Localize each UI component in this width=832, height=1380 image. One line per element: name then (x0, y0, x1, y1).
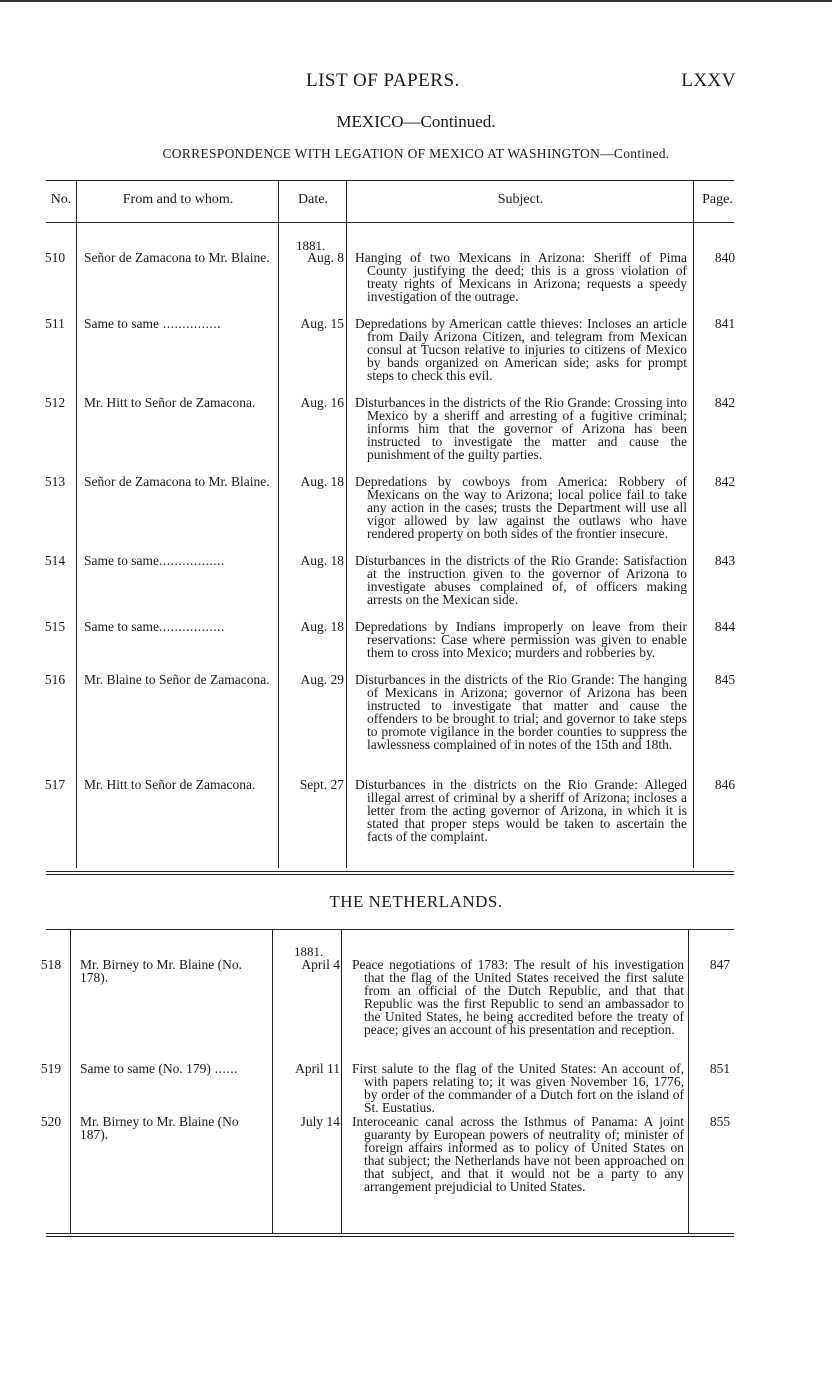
column-divider (272, 929, 273, 1233)
subsection-heading: CORRESPONDENCE WITH LEGATION OF MEXICO AT WASHINGTON—Contined. (162, 146, 670, 161)
row-number: 515 (44, 619, 66, 634)
column-header-from: From and to whom. (122, 192, 234, 207)
table-bottom-rule (46, 874, 734, 875)
top-border (0, 0, 832, 2)
row-subject: Interoceanic canal across the Isthmus of Panama: A joint guaranty by European powers of neutrality of; minister of foreign affairs informed as to policy of United States on that subject; the Netherlands have not been approached on that subject, and that it would not be a party to any arrangement prejudicial to United States. (352, 1114, 684, 1194)
row-date: April 4 (301, 957, 340, 972)
column-divider (688, 929, 689, 1233)
row-date: April 11 (295, 1061, 340, 1076)
correspondent: Mr. Birney to Mr. Blaine (No. 178). (80, 957, 242, 985)
section-heading-netherlands: THE NETHERLANDS. (329, 892, 503, 911)
column-divider (341, 929, 342, 1233)
correspondent: Mr. Hitt to Señor de Zamacona. (84, 395, 256, 410)
table-top-rule (46, 180, 734, 181)
row-page: 845 (714, 672, 736, 687)
section-heading: MEXICO—Continued. (336, 112, 496, 131)
row-date: Aug. 8 (307, 250, 344, 265)
row-page: 843 (714, 553, 736, 568)
row-number: 513 (44, 474, 66, 489)
row-number: 514 (44, 553, 66, 568)
row-number: 520 (40, 1114, 62, 1129)
row-subject: Disturbances in the districts of the Rio Grande: Crossing into Mexico by a sheriff and arresting of a fugitive criminal; informs him that the governor of Arizona has been instructed to investigate the matter and cause the punishment of the guilty parties. (355, 395, 687, 462)
table-top-rule (46, 929, 734, 930)
correspondent: Same to same ............... (84, 316, 221, 331)
row-number: 516 (44, 672, 66, 687)
table-bottom-rule (46, 1236, 734, 1237)
correspondent: Señor de Zamacona to Mr. Blaine. (84, 474, 270, 489)
row-page: 841 (714, 316, 736, 331)
column-divider (278, 180, 279, 868)
column-header-no: No. (50, 192, 72, 207)
correspondent: Mr. Birney to Mr. Blaine (No 187). (80, 1114, 239, 1142)
row-date: July 14 (300, 1114, 340, 1129)
row-page: 842 (714, 395, 736, 410)
year-label: 1881. (294, 944, 324, 959)
row-number: 512 (44, 395, 66, 410)
column-header-subject: Subject. (497, 192, 544, 207)
correspondent: Same to same................. (84, 553, 225, 568)
correspondent: Same to same................. (84, 619, 225, 634)
table-bottom-rule (46, 1233, 734, 1234)
row-date: Aug. 18 (300, 474, 344, 489)
row-subject: Peace negotiations of 1783: The result of his investigation that the flag of the United States received the first salute from an official of the Dutch Republic, and that that Republic was the first Republic to send an ambassador to the United States, he being accredited before the treaty of peace; gives an account of his presentation and reception. (352, 957, 684, 1037)
page-number: LXXV (681, 70, 736, 91)
row-subject: Depredations by American cattle thieves: Incloses an article from Daily Arizona Citizen, and telegram from Mexican consul at Tucson relative to injuries to citizens of Mexico by bands organized on American side; asks for prompt steps to check this evil. (355, 316, 687, 383)
page-title: LIST OF PAPERS. (306, 70, 460, 91)
row-subject: Disturbances in the districts on the Rio Grande: Alleged illegal arrest of criminal by a sheriff of Arizona; incloses a letter from the acting governor of Arizona, in which it is stated that proper steps would be taken to ascertain the facts of the complaint. (355, 777, 687, 844)
row-date: Aug. 15 (300, 316, 344, 331)
row-number: 511 (45, 316, 65, 331)
row-page: 842 (714, 474, 736, 489)
column-divider (693, 180, 694, 868)
row-date: Aug. 29 (300, 672, 344, 687)
row-number: 518 (40, 957, 62, 972)
table-bottom-rule (46, 871, 734, 872)
year-label: 1881. (296, 238, 326, 253)
row-page: 844 (714, 619, 736, 634)
row-date: Aug. 16 (300, 395, 344, 410)
correspondent: Mr. Blaine to Señor de Zamacona. (84, 672, 270, 687)
header-bottom-rule (46, 222, 734, 223)
column-divider (70, 929, 71, 1233)
row-number: 519 (40, 1061, 62, 1076)
row-subject: First salute to the flag of the United States: An account of, with papers relating to; it was given November 16, 1776, by order of the commander of a Dutch fort on the island of St. Eustatius. (352, 1061, 684, 1115)
column-header-page: Page. (702, 192, 733, 207)
row-page: 847 (709, 957, 731, 972)
row-number: 517 (44, 777, 66, 792)
row-subject: Depredations by cowboys from America: Robbery of Mexicans on the way to Arizona; local police fail to take any action in the cases; trusts the Department will use all vigor allowed by law against the outlaws who have rendered property on both sides of the frontier insecure. (355, 474, 687, 541)
correspondent: Señor de Zamacona to Mr. Blaine. (84, 250, 270, 265)
correspondent: Same to same (No. 179) ...... (80, 1061, 238, 1076)
row-date: Sept. 27 (299, 777, 344, 792)
row-subject: Hanging of two Mexicans in Arizona: Sheriff of Pima County justifying the deed; this is a gross violation of treaty rights of Mexicans in Arizona; requests a speedy investigation of the outrage. (355, 250, 687, 304)
row-page: 851 (709, 1061, 731, 1076)
column-divider (76, 180, 77, 868)
row-subject: Disturbances in the districts of the Rio Grande: The hanging of Mexicans in Arizona; governor of Arizona has been instructed to investigate that matter and cause the offenders to be brought to trial; and governor to take steps to promote vigilance in the border counties to suppress the lawlessness complained of in notes of the 15th and 18th. (355, 672, 687, 752)
row-subject: Disturbances in the districts of the Rio Grande: Satisfaction at the instruction given to the governor of Arizona to investigate abuses complained of, of officers making arrests on the Mexican side. (355, 553, 687, 607)
row-page: 840 (714, 250, 736, 265)
row-page: 855 (709, 1114, 731, 1129)
column-header-date: Date. (298, 192, 328, 207)
row-subject: Depredations by Indians improperly on leave from their reservations: Case where permission was given to enable them to cross into Mexico; murders and robberies by. (355, 619, 687, 660)
row-number: 510 (44, 250, 66, 265)
column-divider (346, 180, 347, 868)
row-page: 846 (714, 777, 736, 792)
correspondent: Mr. Hitt to Señor de Zamacona. (84, 777, 256, 792)
row-date: Aug. 18 (300, 553, 344, 568)
row-date: Aug. 18 (300, 619, 344, 634)
